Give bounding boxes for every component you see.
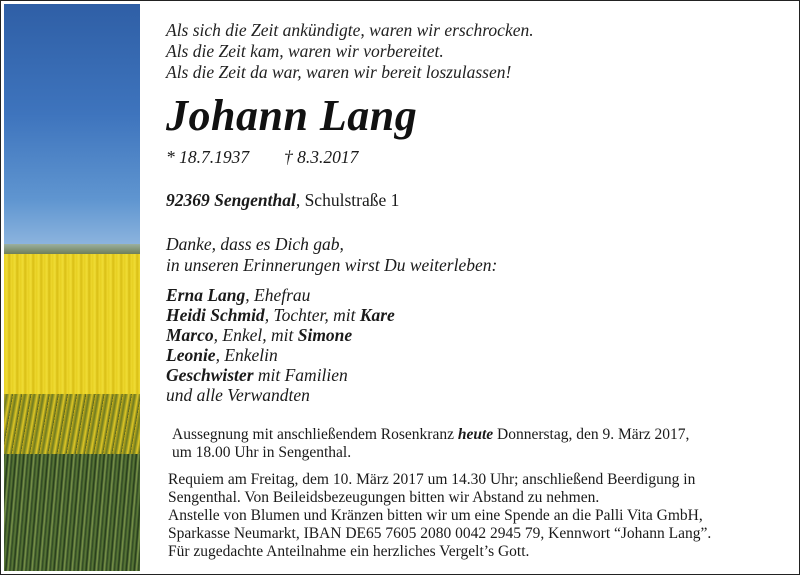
- aussegnung-line-2: um 18.00 Uhr in Sengenthal.: [172, 444, 352, 461]
- horizon: [4, 244, 140, 254]
- family-leonie: [166, 345, 278, 366]
- family-relatives: und alle Verwandten: [166, 385, 310, 405]
- thanks-line-2: in unseren Erinnerungen wirst Du weiterleben:: [166, 255, 498, 275]
- family-leonie-name: Leonie: [166, 345, 216, 365]
- address-street: , Schulstraße 1: [295, 190, 400, 210]
- family-heidi: [166, 305, 395, 326]
- family-marco: [166, 325, 352, 346]
- requiem-line-4: Sparkasse Neumarkt, IBAN DE65 7605 2080 0042 2945 79, Kennwort “Johann Lang”.: [168, 525, 712, 542]
- foreground-grass: [4, 454, 140, 571]
- thanks-line-1: Danke, dass es Dich gab,: [166, 234, 344, 254]
- family-heidi-role: , Tochter, mit: [264, 305, 360, 325]
- rapeseed-field-photo: [4, 4, 140, 571]
- quote-line-3: Als die Zeit da war, waren wir bereit loszulassen!: [166, 62, 512, 82]
- family-marco-role: , Enkel, mit: [213, 325, 298, 345]
- family-marco-partner: Simone: [297, 325, 353, 345]
- family-siblings-role: mit Familien: [253, 365, 348, 385]
- birth-date: * 18.7.1937: [166, 147, 250, 167]
- family-erna-name: Erna Lang: [166, 285, 246, 305]
- quote-line-2: Als die Zeit kam, waren wir vorbereitet.: [166, 41, 444, 61]
- aussegnung-emph: heute: [457, 426, 494, 443]
- family-siblings-name: Geschwister: [166, 365, 254, 385]
- requiem-line-5: Für zugedachte Anteilnahme ein herzliches Vergelt’s Gott.: [168, 543, 530, 560]
- requiem-line-1: Requiem am Freitag, dem 10. März 2017 um 14.30 Uhr; anschließend Beerdigung in: [168, 471, 696, 488]
- deceased-name: Johann Lang: [166, 91, 418, 140]
- address-place: 92369 Sengenthal: [166, 190, 296, 210]
- family-heidi-name: Heidi Schmid: [166, 305, 265, 325]
- requiem-line-3: Anstelle von Blumen und Kränzen bitten wir um eine Spende an die Palli Vita GmbH,: [168, 507, 703, 524]
- aussegnung-post: Donnerstag, den 9. März 2017,: [493, 426, 690, 443]
- aussegnung-line-1: [172, 426, 689, 444]
- field-transition: [4, 394, 140, 454]
- family-erna: [166, 285, 310, 306]
- requiem-line-2: Sengenthal. Von Beileidsbezeugungen bitten wir Abstand zu nehmen.: [168, 489, 600, 506]
- address: [166, 190, 399, 211]
- sky: [4, 4, 140, 248]
- family-heidi-partner: Kare: [359, 305, 395, 325]
- yellow-field: [4, 254, 140, 394]
- family-erna-role: , Ehefrau: [245, 285, 311, 305]
- family-siblings: [166, 365, 348, 386]
- aussegnung-pre: Aussegnung mit anschließendem Rosenkranz: [172, 426, 458, 443]
- death-date: † 8.3.2017: [284, 147, 359, 167]
- family-marco-name: Marco: [166, 325, 214, 345]
- quote-line-1: Als sich die Zeit ankündigte, waren wir erschrocken.: [166, 20, 534, 40]
- family-leonie-role: , Enkelin: [215, 345, 278, 365]
